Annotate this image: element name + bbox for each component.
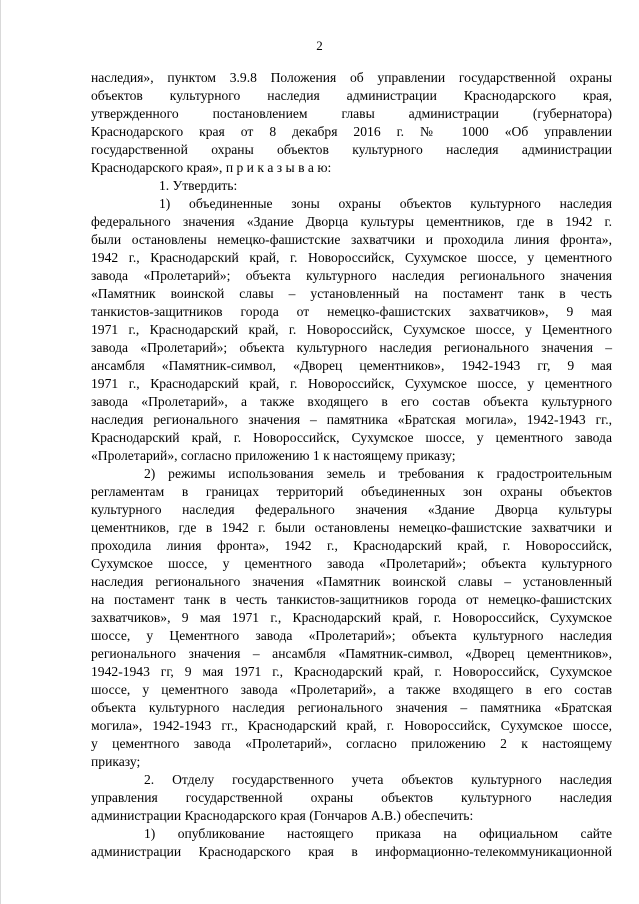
text-line: были остановлены немецко-фашистские захватчики и проходила линия фронта»,	[91, 232, 612, 247]
text-line: 2. Отделу государственного учета объектов культурного наследия	[144, 772, 612, 787]
text-line: завода «Пролетарий»; объекта культурного наследия регионального значения	[91, 268, 612, 283]
text-line: наследия регионального значения «Памятник воинской славы – установленный	[91, 574, 612, 589]
page-number: 2	[316, 38, 323, 53]
text-line: культурного наследия федерального значения «Здание Дворца культуры	[91, 502, 612, 517]
text-line: утвержденного постановлением главы администрации (губернатора)	[91, 106, 612, 121]
text-line: Краснодарского края», п р и к а з ы в а ю:	[91, 160, 332, 175]
text-line: «Памятник воинской славы – установленный на постамент танк в честь	[91, 286, 612, 301]
text-line: шоссе, у Цементного завода «Пролетарий»; объекта культурного наследия	[91, 628, 612, 643]
text-line: объектов культурного наследия администрации Краснодарского края,	[91, 88, 612, 103]
text-line: у цементного завода «Пролетарий», согласно приложению 2 к настоящему	[91, 736, 612, 751]
text-line: государственной охраны объектов культурного наследия администрации	[91, 142, 612, 157]
text-line: завода «Пролетарий»; объекта культурного наследия регионального значения –	[91, 340, 612, 355]
text-line: регионального значения – ансамбля «Памятник-символ, «Дворец цементников»,	[91, 646, 612, 661]
text-line: объекта культурного наследия регионального значения – памятника «Братская	[91, 700, 612, 715]
page-edge	[0, 0, 1, 904]
text-line: на постамент танк в честь танкистов-защитников города от немецко-фашистских	[91, 592, 612, 607]
text-line: 1942-1943 гг, 9 мая 1971 г., Краснодарский край, г. Новороссийск, Сухумское	[91, 664, 612, 679]
text-line: администрации Краснодарского края (Гончаров А.В.) обеспечить:	[91, 808, 474, 823]
text-line: цементников, где в 1942 г. были остановлены немецко-фашистские захватчики и	[91, 520, 612, 535]
text-line: ансамбля «Памятник-символ, «Дворец цементников», 1942-1943 гг, 9 мая	[91, 358, 612, 373]
text-line: Сухумское шоссе, у цементного завода «Пролетарий»; объекта культурного	[91, 556, 612, 571]
text-line: проходила линия фронта», 1942 г., Краснодарский край, г. Новороссийск,	[91, 538, 612, 553]
text-line: управления государственной охраны объектов культурного наследия	[91, 790, 612, 805]
text-line: Краснодарского края от 8 декабря 2016 г. № 1000 «Об управлении	[91, 124, 612, 139]
text-line: шоссе, у цементного завода «Пролетарий», а также входящего в его состав	[91, 682, 612, 697]
text-line: наследия», пунктом 3.9.8 Положения об управлении государственной охраны	[91, 70, 612, 85]
text-line: 1) объединенные зоны охраны объектов культурного наследия	[159, 196, 612, 211]
text-line: 2) режимы использования земель и требования к градостроительным	[144, 466, 612, 481]
text-line: могила», 1942-1943 гг., Краснодарский край, г. Новороссийск, Сухумское шоссе,	[91, 718, 612, 733]
text-line: завода «Пролетарий», а также входящего в его состав объекта культурного	[91, 394, 612, 409]
section-heading: 1. Утвердить:	[159, 178, 238, 193]
text-line: 1) опубликование настоящего приказа на официальном сайте	[144, 826, 612, 841]
text-line: приказу;	[91, 754, 141, 769]
text-line: 1971 г., Краснодарский край, г. Новороссийск, Сухумское шоссе, у Цементного	[91, 322, 612, 337]
text-line: регламентам в границах территорий объединенных зон охраны объектов	[91, 484, 612, 499]
text-line: 1942 г., Краснодарский край, г. Новороссийск, Сухумское шоссе, у цементного	[91, 250, 612, 265]
text-line: «Пролетарий», согласно приложению 1 к настоящему приказу;	[91, 448, 456, 463]
text-line: наследия регионального значения – памятника «Братская могила», 1942-1943 гг.,	[91, 412, 612, 427]
text-line: администрации Краснодарского края в информационно-телекоммуникационной	[91, 844, 612, 859]
text-line: захватчиков», 9 мая 1971 г., Краснодарский край, г. Новороссийск, Сухумское	[91, 610, 612, 625]
text-line: 1971 г., Краснодарский край, г. Новороссийск, Сухумское шоссе, у цементного	[91, 376, 612, 391]
text-line: федерального значения «Здание Дворца культуры цементников, где в 1942 г.	[91, 214, 612, 229]
text-line: танкистов-защитников города от немецко-фашистских захватчиков», 9 мая	[91, 304, 612, 319]
text-line: Краснодарский край, г. Новороссийск, Сухумское шоссе, у цементного завода	[91, 430, 612, 445]
